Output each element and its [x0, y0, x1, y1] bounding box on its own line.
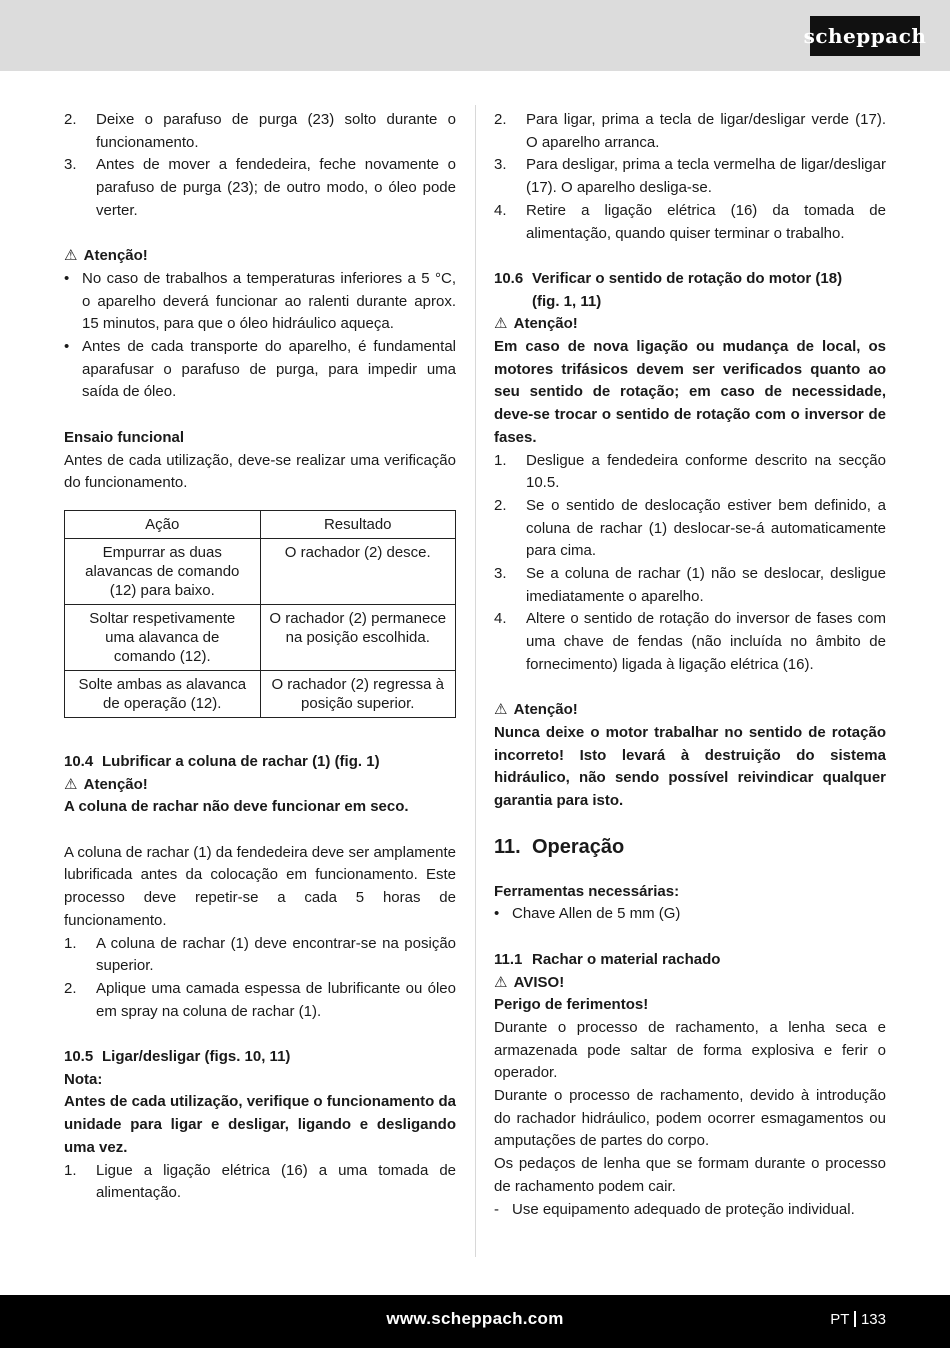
table-cell: O rachador (2) desce. — [260, 538, 456, 604]
warning-text: Em caso de nova ligação ou mudança de local, os motores trifásicos devem ser verificados quanto ao seu sentido de rotação; em caso de necessidade, deve-se trocar o sentido de rotação com o inversor de fases. — [494, 338, 886, 446]
warning-heading: ⚠ Atenção! — [494, 699, 886, 722]
section-heading: 10.6 Verificar o sentido de rotação do motor (18) — [494, 269, 843, 287]
table-header: Resultado — [260, 510, 456, 538]
note-heading: Nota: — [64, 1070, 103, 1088]
warning-triangle-icon: ⚠ — [64, 247, 78, 265]
section-heading: 10.5 Ligar/desligar (figs. 10, 11) — [64, 1048, 291, 1066]
table-cell: Solte ambas as alavanca de operação (12). — [65, 670, 261, 717]
chapter-heading: 11. Operação — [494, 835, 625, 858]
warning-heading: ⚠ Atenção! — [494, 313, 886, 336]
list-item: 2. Aplique uma camada espessa de lubrificante ou óleo em spray na coluna de rachar (1). — [64, 979, 456, 1020]
paragraph: Durante o processo de rachamento, a lenha seca e armazenada pode saltar de forma explosiva e ferir o operador. — [494, 1018, 886, 1082]
warning-triangle-icon: ⚠ — [64, 775, 78, 793]
warning-text: A coluna de rachar não deve funcionar em seco. — [64, 798, 409, 816]
paragraph: Antes de cada utilização, deve-se realizar uma verificação do funcionamento. — [64, 451, 456, 492]
warning-heading: ⚠ Atenção! — [64, 774, 456, 797]
section-heading: 10.4 Lubrificar a coluna de rachar (1) (fig. 1) — [64, 752, 380, 770]
section-subheading: (fig. 1, 11) — [532, 292, 602, 310]
dash-item: - Use equipamento adequado de proteção individual. — [494, 1200, 855, 1218]
list-item: 2. Deixe o parafuso de purga (23) solto durante o funcionamento. — [64, 111, 456, 151]
tools-heading: Ferramentas necessárias: — [494, 882, 680, 900]
function-test-table — [64, 510, 456, 718]
table-row — [65, 670, 456, 717]
warning-triangle-icon: ⚠ — [494, 701, 508, 719]
list-item: 1. Ligue a ligação elétrica (16) a uma tomada de alimentação. — [64, 1161, 456, 1202]
bullet-item: • No caso de trabalhos a temperaturas inferiores a 5 °C, o aparelho deverá funcionar ao ralenti durante aprox. 15 minutos, para que o óleo hidráulico aqueça. — [64, 269, 456, 333]
section-heading: Ensaio funcional — [64, 428, 185, 446]
paragraph: Os pedaços de lenha que se formam durante o processo de rachamento podem cair. — [494, 1155, 886, 1195]
table-cell: O rachador (2) permanece na posição escolhida. — [260, 604, 456, 670]
warning-triangle-icon: ⚠ — [494, 315, 508, 333]
table-cell: Soltar respetivamente uma alavanca de comando (12). — [65, 604, 261, 670]
table-row — [65, 538, 456, 604]
paragraph: Durante o processo de rachamento, devido à introdução do rachador hidráulico, podem ocorrer esmagamentos ou amputações de partes do corpo. — [494, 1087, 886, 1150]
warning-heading: ⚠ Atenção! — [64, 245, 456, 268]
footer-url[interactable]: www.scheppach.com — [386, 1309, 564, 1328]
bullet-item: • Chave Allen de 5 mm (G) — [494, 905, 681, 923]
list-item: 4. Altere o sentido de rotação do inversor de fases com uma chave de fendas (não incluída no âmbito de fornecimento) ligada à ligação elétrica (16). — [494, 610, 886, 673]
list-item: 3. Para desligar, prima a tecla vermelha de ligar/desligar (17). O aparelho desliga-se. — [494, 156, 886, 197]
section-heading: 11.1 Rachar o material rachado — [494, 950, 721, 968]
table-header: Ação — [65, 510, 261, 538]
page-footer — [0, 1295, 950, 1348]
bullet-item: • Antes de cada transporte do aparelho, é fundamental aparafusar o parafuso de purga, para impedir uma saída de óleo. — [64, 338, 456, 401]
warning-text: Perigo de ferimentos! — [494, 996, 649, 1014]
page-header — [0, 0, 950, 71]
list-item: 1. Desligue a fendedeira conforme descrito na secção 10.5. — [494, 451, 886, 492]
scheppach-logo: scheppach — [810, 16, 920, 56]
warning-triangle-icon: ⚠ — [494, 973, 508, 991]
list-item: 4. Retire a ligação elétrica (16) da tomada de alimentação, quando quiser terminar o trabalho. — [494, 201, 886, 242]
paragraph: A coluna de rachar (1) da fendedeira deve ser amplamente lubrificada antes da colocação em funcionamento. Este processo deve repetir-se a cada 5 horas de funcionamento. — [64, 843, 456, 929]
page-number: PT 133 — [830, 1311, 886, 1328]
warning-heading: ⚠ AVISO! — [494, 972, 886, 995]
column-divider — [475, 105, 476, 1257]
list-item: 3. Se a coluna de rachar (1) não se deslocar, desligue imediatamente o aparelho. — [494, 565, 886, 605]
list-item: 2. Se o sentido de deslocação estiver bem definido, a coluna de rachar (1) deslocar-se-á automaticamente para cima. — [494, 496, 886, 560]
table-row — [65, 604, 456, 670]
table-cell: Empurrar as duas alavancas de comando (12) para baixo. — [65, 538, 261, 604]
left-column — [64, 109, 456, 1205]
list-item: 1. A coluna de rachar (1) deve encontrar-se na posição superior. — [64, 934, 456, 975]
warning-text: Nunca deixe o motor trabalhar no sentido de rotação incorreto! Isto levará à destruição do sistema hidráulico, não sendo possível reivindicar qualquer garantia para isto. — [494, 723, 886, 810]
list-item: 2. Para ligar, prima a tecla de ligar/desligar verde (17). O aparelho arranca. — [494, 111, 886, 151]
list-item: 3. Antes de mover a fendedeira, feche novamente o parafuso de purga (23); de outro modo, o óleo pode verter. — [64, 156, 456, 219]
note-text: Antes de cada utilização, verifique o funcionamento da unidade para ligar e desligar, ligando e desligando uma vez. — [64, 1093, 456, 1156]
right-column — [494, 109, 886, 1221]
table-cell: O rachador (2) regressa à posição superior. — [260, 670, 456, 717]
